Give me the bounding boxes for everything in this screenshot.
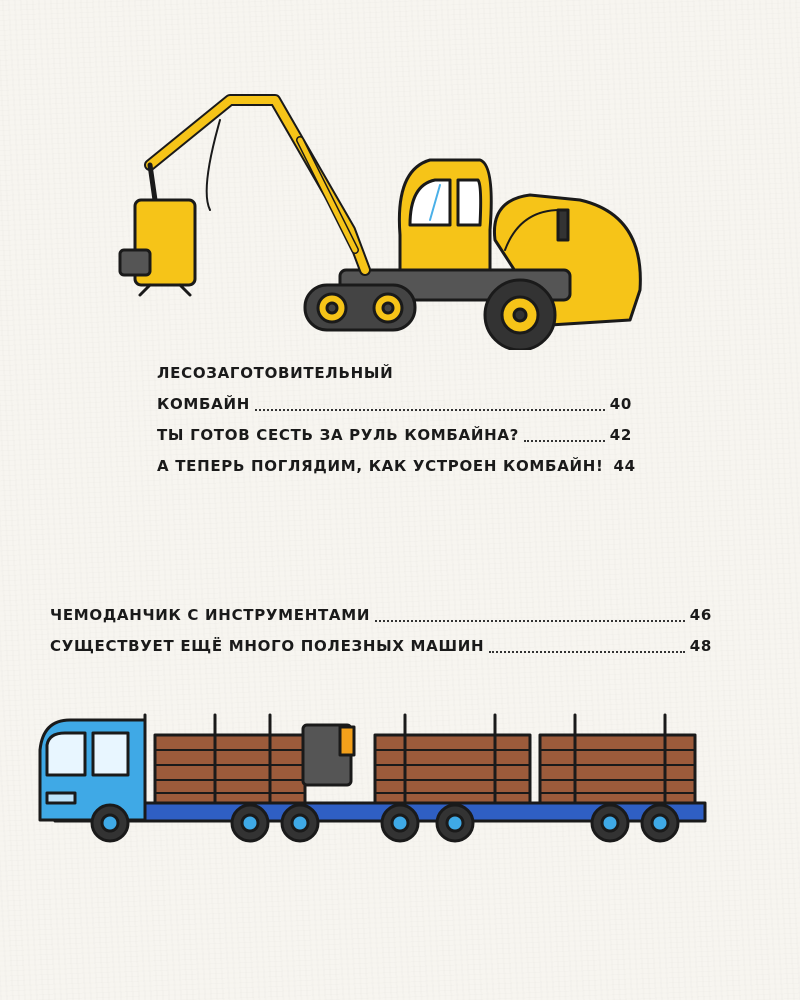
- toc-entry-harvester-structure[interactable]: [157, 451, 636, 482]
- toc-entry-title: ТЫ ГОТОВ СЕСТЬ ЗА РУЛЬ КОМБАЙНА?: [157, 426, 520, 444]
- toc-entry-title: КОМБАЙН: [157, 395, 250, 413]
- toc-page-number: 42: [609, 426, 632, 444]
- toc-dot-leader: [524, 440, 605, 442]
- toc-entry-more-machines[interactable]: [50, 631, 712, 662]
- toc-entry-title: СУЩЕСТВУЕТ ЕЩЁ МНОГО ПОЛЕЗНЫХ МАШИН: [50, 637, 485, 655]
- toc-page-number: 48: [689, 637, 712, 655]
- toc-page-number: 46: [689, 606, 712, 624]
- toc-entry-toolbox[interactable]: [50, 600, 712, 631]
- toc-page-number: 40: [609, 395, 632, 413]
- forest-harvester-illustration: [110, 60, 660, 350]
- toc-top: [157, 358, 636, 482]
- log-truck-illustration: [35, 705, 715, 855]
- toc-bottom: [50, 600, 712, 662]
- toc-entry-title: А ТЕПЕРЬ ПОГЛЯДИМ, КАК УСТРОЕН КОМБАЙН!: [157, 457, 604, 475]
- toc-entry-drive-harvester[interactable]: [157, 420, 632, 451]
- toc-entry-title: ЧЕМОДАНЧИК С ИНСТРУМЕНТАМИ: [50, 606, 371, 624]
- toc-page-number: 44: [613, 457, 636, 475]
- toc-dot-leader: [255, 409, 605, 411]
- toc-dot-leader: [489, 651, 684, 653]
- toc-entry-title-line1: ЛЕСОЗАГОТОВИТЕЛЬНЫЙ: [157, 364, 394, 382]
- toc-dot-leader: [375, 620, 685, 622]
- toc-entry-harvester[interactable]: [157, 358, 632, 420]
